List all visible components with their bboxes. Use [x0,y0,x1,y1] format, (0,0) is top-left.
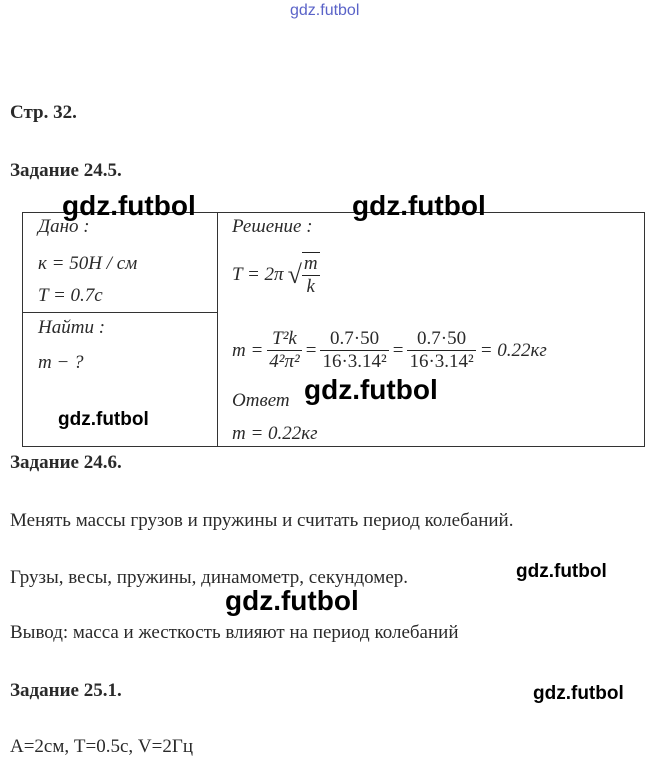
fraction1-den: 4²π² [269,351,300,372]
fraction2-den: 16·3.14² [322,351,387,372]
task-25-1-title: Задание 25.1. [10,680,122,701]
watermark-top: gdz.futbol [290,2,360,19]
fraction3-den: 16·3.14² [409,351,474,372]
mass-result: = 0.22кг [479,339,547,361]
watermark-bottom-right: gdz.futbol [533,683,624,704]
equals-2: = [392,339,404,361]
fraction1-num: T²k [267,328,301,351]
watermark-box-small: gdz.futbol [58,409,149,430]
given-k: к = 50Н / см [38,253,138,274]
watermark-text-mid: gdz.futbol [225,585,359,616]
fraction3-num: 0.7·50 [407,328,475,351]
watermark-box-mid: gdz.futbol [304,374,438,405]
mass-formula-lhs: m = [232,339,264,361]
period-formula [232,252,320,298]
answer-value: m = 0.22кг [232,423,318,444]
find-m: m − ? [38,352,84,373]
given-T: T = 0.7с [38,285,103,306]
sqrt-icon: √ [287,260,302,289]
page-number: Стр. 32. [10,102,77,123]
watermark-box-right: gdz.futbol [352,190,486,221]
answer-label: Ответ [232,390,290,411]
period-formula-num: m [303,253,318,274]
watermark-text-right: gdz.futbol [516,561,607,582]
period-formula-den: k [306,276,315,297]
equals-1: = [305,339,317,361]
table-divider-horizontal [22,312,218,313]
task-24-6-line1: Менять массы грузов и пружины и считать период колебаний. [10,510,514,531]
period-formula-lhs: T = 2π [232,264,284,285]
task-24-6-title: Задание 24.6. [10,452,122,473]
task-24-6-line2: Грузы, весы, пружины, динамометр, секундомер. [10,567,408,588]
task-24-5-title: Задание 24.5. [10,160,122,181]
task-25-1-line1: А=2см, Т=0.5с, V=2Гц [10,736,193,757]
solution-label: Решение : [232,216,313,237]
watermark-box-left: gdz.futbol [62,190,196,221]
find-label: Найти : [38,317,106,338]
fraction2-num: 0.7·50 [320,328,388,351]
table-divider-vertical [217,212,218,446]
mass-formula [232,328,547,373]
task-24-6-line3: Вывод: масса и жесткость влияют на период колебаний [10,622,459,643]
given-label: Дано : [38,216,90,237]
